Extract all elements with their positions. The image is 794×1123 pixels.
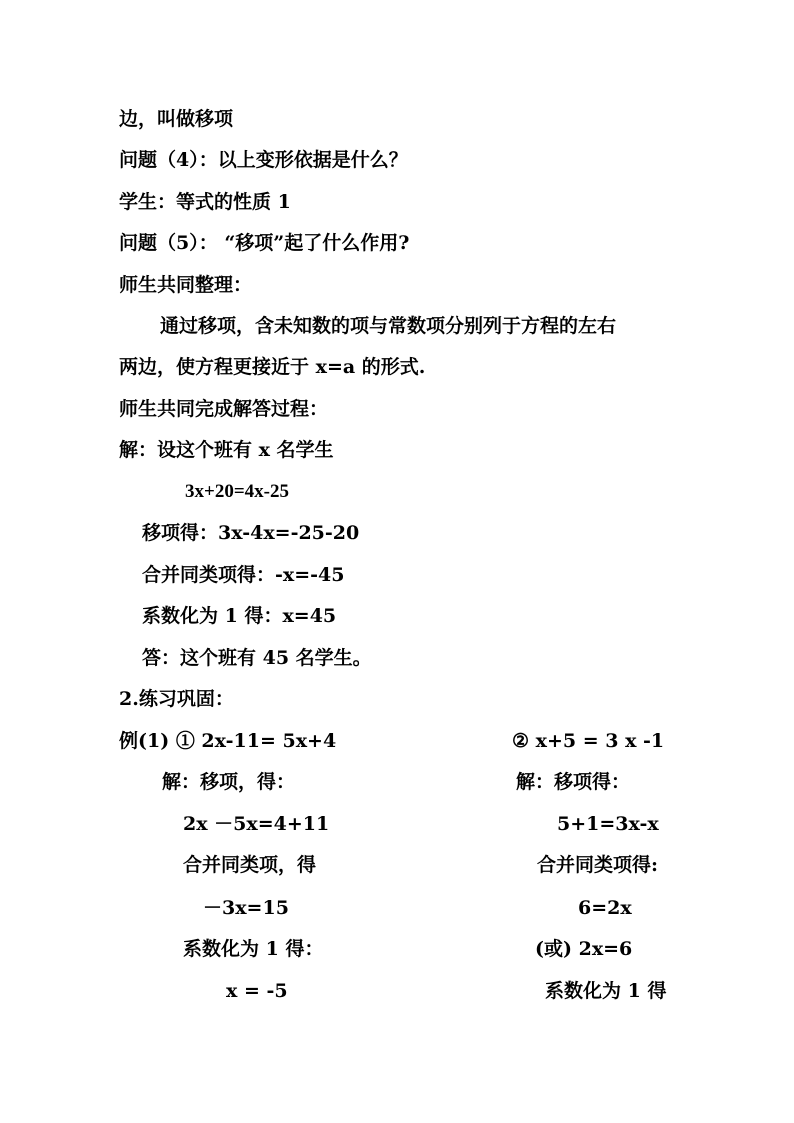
line-2: 问题（4）：以上变形依据是什么？ (119, 149, 408, 171)
example-right-step-2: 5+1=3x-x (557, 813, 659, 835)
line-14: 答：这个班有 45 名学生。 (142, 647, 372, 669)
line-4: 问题（5）： “移项”起了什么作用? (119, 232, 410, 254)
example-left-step-2: 2x －5x=4+11 (183, 813, 330, 835)
example-left-head: 例(1) ① 2x-11= 5x+4 (119, 730, 337, 752)
line-10: 3x+20=4x-25 (185, 481, 289, 502)
example-right-step-1: 解：移项得： (516, 771, 631, 793)
example-left-step-6: x = -5 (226, 980, 288, 1002)
example-right-step-3: 合并同类项得: (537, 854, 659, 876)
line-15: 2.练习巩固： (119, 688, 234, 710)
example-right-step-6: 系数化为 1 得 (545, 980, 667, 1002)
line-8: 师生共同完成解答过程： (119, 398, 329, 420)
example-left-step-1: 解：移项，得： (162, 771, 296, 793)
line-13: 系数化为 1 得：x=45 (142, 605, 337, 627)
line-3: 学生：等式的性质 1 (119, 191, 291, 213)
example-right-step-5: (或) 2x=6 (535, 938, 633, 960)
example-right-head: ② x+5 = 3 x -1 (512, 730, 665, 752)
line-7: 两边，使方程更接近于 x=a 的形式. (119, 356, 426, 378)
example-right-step-4: 6=2x (578, 897, 632, 919)
line-1: 边，叫做移项 (119, 108, 234, 130)
line-11: 移项得：3x-4x=-25-20 (142, 522, 360, 544)
line-9: 解：设这个班有 x 名学生 (119, 439, 334, 461)
line-6: 通过移项，含未知数的项与常数项分别列于方程的左右 (160, 315, 617, 337)
example-left-step-3: 合并同类项，得 (183, 854, 317, 876)
line-12: 合并同类项得：-x=-45 (142, 564, 345, 586)
example-left-step-4: －3x=15 (203, 897, 289, 919)
line-5: 师生共同整理： (119, 274, 253, 296)
example-left-step-5: 系数化为 1 得： (183, 938, 324, 960)
